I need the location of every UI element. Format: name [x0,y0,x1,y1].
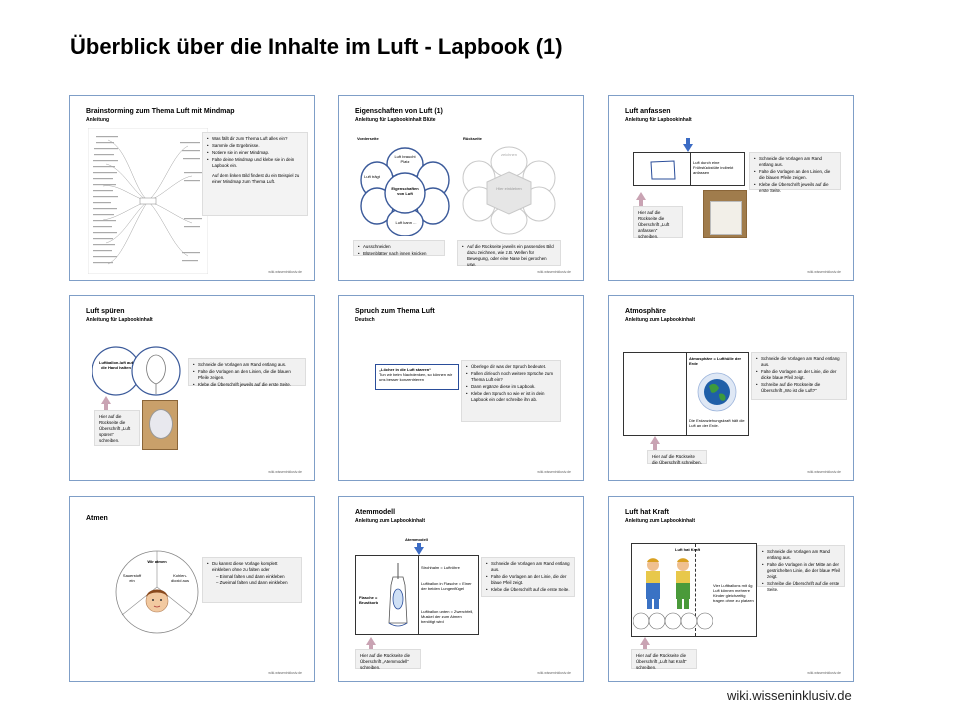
slide-subtitle: Deutsch [355,317,375,323]
back-arrow-icon [650,436,660,444]
oxygen-label: Sauerstoff ein [122,573,142,583]
dash-item: – Einmal falten und dann einkleben [216,574,285,579]
children-balloons-image [633,553,713,633]
slide-title: Brainstorming zum Thema Luft mit Mindmap [86,108,235,115]
slide-thumbnail-brainstorming[interactable] [69,95,315,281]
back-hint-box [94,410,140,446]
instruction-item: • Was fällt dir zum Thema Luft alles ein? [212,136,303,142]
image-caption: Vier Luftballons mit 4g Luft können mehrere Kinder gleichzeitig tragen ohne zu platzen [713,583,754,603]
instruction-item: • Schneide die Vorlagen am Rand entlang aus. [491,561,570,573]
earth-icon [697,372,737,412]
back-hint-box [633,206,683,238]
instruction-item: • Schneide die Vorlagen am Rand entlang aus. [759,156,836,168]
instruction-item: • Falte die Vorlagen an der Linie, die der dicke blaue Pfeil zeigt. [761,369,842,381]
slide-subtitle: Anleitung zum Lapbookinhalt [625,518,695,524]
gravity-label: Die Erdanziehungskraft hält die Luft an der Erde. [689,418,745,428]
instruction-box-left [353,240,445,256]
instruction-item: • Schneide die Vorlagen am Rand entlang aus. [761,356,842,368]
instruction-box-right [457,240,561,266]
bottle-label: Flasche = Brustkorb [359,595,379,605]
diaphragm-label: Luftballon unten = Zwerchfell, Muskel der zum Atmen benötigt wird [421,609,474,624]
flower-center-text: Eigenschaften von Luft [391,186,419,196]
back-hint: Hier auf die Rückseite die Überschrift schreiben. [652,454,702,465]
footer-url: wiki.wisseninklusiv.de [727,688,852,703]
instruction-item: • Ausschneiden [363,244,440,250]
back-hint: Hier auf die Rückseite die Überschrift „Atemmodell“ schreiben. [360,653,411,670]
back-hint: Hier auf die Rückseite die Überschrift „Luft anfassen“ schreiben. [638,210,670,239]
slide-thumbnail-luft-spueren[interactable] [69,295,315,481]
instruction-item: • Falte die Vorlagen in der Mitte an der gestrichelten Linie, die der blaue Pfeil zeigt. [767,562,840,580]
back-center-text: Hier einkleben [496,186,522,191]
petal-text-top: Luft braucht Platz [394,154,416,164]
front-label: Vorderseite [357,136,379,141]
instruction-item: • Falte die Vorlagen an den Linien, die die blauen Pfeile zeigen. [759,169,836,181]
slide-thumbnail-atmosphaere[interactable] [608,295,854,481]
slide-subtitle: Anleitung für Lapbookinhalt Blüte [355,117,436,123]
back-label: Rückseite [463,136,482,141]
instruction-item: • Überlege dir was der Spruch bedeutet. [471,364,556,370]
fold-arrow-icon [683,144,693,152]
back-petal-text: zeichnen [500,152,517,157]
slide-title: Spruch zum Thema Luft [355,308,435,315]
slide-subtitle: Anleitung zum Lapbookinhalt [625,317,695,323]
instruction-item: • Fallen dir/euch noch weitere Sprüche zum Thema Luft ein? [471,371,556,383]
instruction-item: • Sammle die Ergebnisse. [212,143,303,149]
atmosphere-label: Atmosphäre = Lufthülle der Erde [689,356,742,366]
slide-subtitle: Anleitung [86,117,110,123]
image-title: Luft hat Kraft [675,547,701,552]
instruction-item: • Schreibe auf die Rückseite die Überschrift „Wo ist die Luft?“ [761,382,842,394]
slide-url: wiki.wisseninklusiv.de [268,671,302,675]
slide-url: wiki.wisseninklusiv.de [807,270,841,274]
instruction-box [188,358,306,386]
straw-label: Strohhalm = Luftröhre [421,565,460,570]
bag-icon [648,159,678,181]
quote-title: „Löcher in die Luft starren“ [379,367,432,372]
slide-thumbnail-luft-anfassen[interactable] [608,95,854,281]
slide-subtitle: Anleitung für Lapbookinhalt [86,317,153,323]
hand-balloon-photo [142,400,178,450]
bag-photo [703,190,747,238]
back-arrow-icon [636,192,646,200]
dash-item: – Zweimal falten und dann einkleben [216,580,288,585]
back-arrow-icon [640,637,650,645]
instruction-item: • Dann ergänze diese im Lapbook. [471,384,556,390]
slide-thumbnail-eigenschaften[interactable] [338,95,584,281]
instruction-box [751,352,847,400]
instruction-box [757,545,845,592]
slide-thumbnail-atemmodell[interactable] [338,496,584,682]
slide-title: Luft anfassen [625,108,671,115]
instruction-item: • Falte die Vorlagen an den Linien, die die blauen Pfeile zeigen. [198,369,301,381]
instruction-item: • Notiere sie in einer Mindmap. [212,150,303,156]
slide-title: Atemmodell [355,509,396,516]
instruction-item: • Falte deine Mindmap und klebe sie in dein Lapbook ein. [212,157,303,169]
balloon-text: Luftballon-luft auf die Hand halten [99,360,133,370]
quote-box [375,364,459,390]
instruction-box [749,152,841,193]
slide-url: wiki.wisseninklusiv.de [807,470,841,474]
slide-title: Luft spüren [86,308,125,315]
slide-thumbnail-spruch[interactable] [338,295,584,481]
back-hint-box [355,649,421,669]
slide-title: Atmosphäre [625,308,666,315]
slide-thumbnail-luft-hat-kraft[interactable] [608,496,854,682]
petal-text-bottom: Luft kann ... [395,220,417,225]
instruction-box [461,360,561,422]
instruction-item: • Klebe den Spruch so wie er ist in dein Lapbook ein oder schreibe ihn ab. [471,391,556,403]
instruction-item: • Du kannst diese Vorlage komplett einkleben ohne zu falten oder [212,561,297,573]
instruction-box [202,557,302,603]
instruction-item: • Klebe die Überschrift auf die erste Seite. [491,587,570,593]
slide-subtitle: Anleitung zum Lapbookinhalt [355,518,425,524]
instruction-item: • Schreibe die Überschrift auf die erste Seite. [767,581,840,593]
slide-url: wiki.wisseninklusiv.de [537,671,571,675]
back-hint-box [631,649,697,669]
back-hint: Hier auf die Rückseite die Überschrift „Luft spüren“ schreiben. [99,414,131,443]
fold-arrow-icon [414,547,424,555]
instruction-item: • Auf die Rückseite jeweils ein passendes Bild dazu zeichnen, wie z.B. Wellen für Bewegung, oder eine Nase bei gerochen usw. [467,244,556,268]
instruction-item: • Klebe die Überschrift jeweils auf die erste Seite. [198,382,301,388]
slide-thumbnail-atmen[interactable] [69,496,315,682]
instruction-item: • Falte die Vorlagen an der Linie, die der blaue Pfeil zeigt. [491,574,570,586]
instruction-box [481,557,575,597]
page-title: Überblick über die Inhalte im Luft - Lapbook (1) [70,34,563,59]
back-arrow-icon [101,396,111,404]
instruction-item: • Schneide die Vorlagen am Rand entlang aus. [767,549,840,561]
instruction-item: • Blütenblätter nach innen knicken [363,251,440,257]
co2-label: Kohlen-dioxid aus [170,573,189,583]
instruction-item: • Klebe die Überschrift jeweils auf die erste Seite. [759,182,836,194]
instruction-item: • Schneide die Vorlagen am Rand entlang aus. [198,362,301,368]
slide-url: wiki.wisseninklusiv.de [268,270,302,274]
mindmap-image [88,128,208,274]
circle-title: Wir atmen [147,559,167,564]
slide-url: wiki.wisseninklusiv.de [537,270,571,274]
template-text: Luft durch eine Frühstückstüte indirekt anfassen [693,160,734,175]
slide-subtitle: Anleitung für Lapbookinhalt [625,117,692,123]
quote-body: Tun wir beim Nachdenken, so können wir uns besser konzentrieren [379,372,453,382]
slide-title: Luft hat Kraft [625,509,669,516]
back-arrow-icon [366,637,376,645]
slide-url: wiki.wisseninklusiv.de [268,470,302,474]
back-hint-box [647,450,707,464]
slide-url: wiki.wisseninklusiv.de [537,470,571,474]
diagram-title: Atemmodell [405,537,428,542]
slide-title: Eigenschaften von Luft (1) [355,108,443,115]
back-hint: Hier auf die Rückseite die Überschrift „Luft hat Kraft“ schreiben. [636,653,687,670]
slide-title: Atmen [86,515,108,522]
petal-text-left: Luft trägt [364,174,380,179]
balloon-label: Luftballon in Flasche = Einer der beiden Lungenflügel [421,581,472,591]
instruction-extra: Auf dem linken Bild findest du ein Beispiel zu einer Mindmap zum Thema Luft. [212,173,300,184]
bottle-model-icon [383,563,413,629]
instruction-box [202,132,308,216]
slide-url: wiki.wisseninklusiv.de [807,671,841,675]
